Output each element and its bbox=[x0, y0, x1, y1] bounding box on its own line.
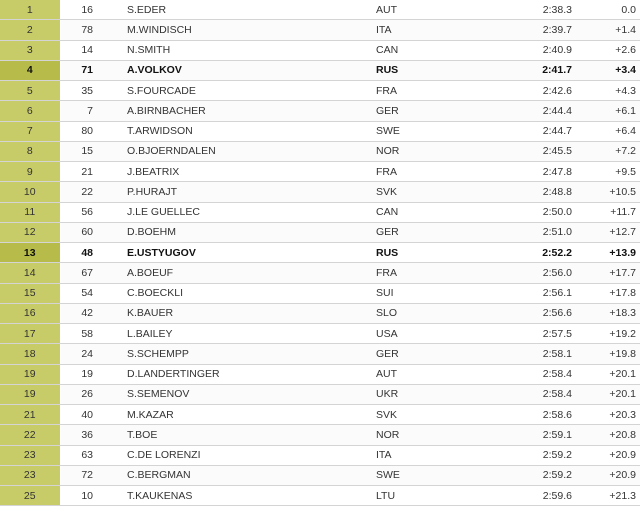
time-cell: 2:58.1 bbox=[470, 344, 574, 364]
rank-cell: 11 bbox=[0, 202, 60, 222]
bib-cell: 63 bbox=[60, 445, 123, 465]
nation-cell: CAN bbox=[374, 202, 470, 222]
result-row[interactable] bbox=[0, 283, 640, 303]
time-cell: 2:58.4 bbox=[470, 384, 574, 404]
nation-cell: LTU bbox=[374, 486, 470, 506]
result-row[interactable] bbox=[0, 364, 640, 384]
bib-cell: 60 bbox=[60, 222, 123, 242]
bib-cell: 35 bbox=[60, 81, 123, 101]
time-cell: 2:59.6 bbox=[470, 486, 574, 506]
time-cell: 2:44.4 bbox=[470, 101, 574, 121]
result-row[interactable] bbox=[0, 101, 640, 121]
result-row[interactable] bbox=[0, 121, 640, 141]
nation-cell: FRA bbox=[374, 263, 470, 283]
nation-cell: CAN bbox=[374, 40, 470, 60]
result-row[interactable] bbox=[0, 486, 640, 506]
time-cell: 2:56.6 bbox=[470, 303, 574, 323]
result-row[interactable] bbox=[0, 445, 640, 465]
time-behind-cell: +13.9 bbox=[574, 243, 640, 263]
rank-cell: 4 bbox=[0, 60, 60, 80]
athlete-name-cell: T.KAUKENAS bbox=[123, 486, 374, 506]
bib-cell: 24 bbox=[60, 344, 123, 364]
time-cell: 2:42.6 bbox=[470, 81, 574, 101]
time-behind-cell: +11.7 bbox=[574, 202, 640, 222]
bib-cell: 16 bbox=[60, 0, 123, 20]
rank-cell: 2 bbox=[0, 20, 60, 40]
athlete-name-cell: S.SEMENOV bbox=[123, 384, 374, 404]
bib-cell: 72 bbox=[60, 465, 123, 485]
athlete-name-cell: C.BOECKLI bbox=[123, 283, 374, 303]
bib-cell: 80 bbox=[60, 121, 123, 141]
result-row[interactable] bbox=[0, 384, 640, 404]
time-behind-cell: +7.2 bbox=[574, 141, 640, 161]
rank-cell: 17 bbox=[0, 324, 60, 344]
rank-cell: 21 bbox=[0, 405, 60, 425]
result-row[interactable] bbox=[0, 40, 640, 60]
result-row[interactable] bbox=[0, 141, 640, 161]
result-row[interactable] bbox=[0, 182, 640, 202]
rank-cell: 5 bbox=[0, 81, 60, 101]
result-row[interactable] bbox=[0, 202, 640, 222]
time-cell: 2:50.0 bbox=[470, 202, 574, 222]
bib-cell: 14 bbox=[60, 40, 123, 60]
nation-cell: SWE bbox=[374, 465, 470, 485]
result-row[interactable] bbox=[0, 20, 640, 40]
time-behind-cell: +1.4 bbox=[574, 20, 640, 40]
time-cell: 2:45.5 bbox=[470, 141, 574, 161]
athlete-name-cell: C.DE LORENZI bbox=[123, 445, 374, 465]
athlete-name-cell: S.SCHEMPP bbox=[123, 344, 374, 364]
time-cell: 2:38.3 bbox=[470, 0, 574, 20]
nation-cell: FRA bbox=[374, 162, 470, 182]
time-behind-cell: +19.2 bbox=[574, 324, 640, 344]
time-behind-cell: 0.0 bbox=[574, 0, 640, 20]
athlete-name-cell: D.BOEHM bbox=[123, 222, 374, 242]
time-behind-cell: +20.9 bbox=[574, 465, 640, 485]
result-row[interactable] bbox=[0, 222, 640, 242]
bib-cell: 58 bbox=[60, 324, 123, 344]
bib-cell: 19 bbox=[60, 364, 123, 384]
rank-cell: 12 bbox=[0, 222, 60, 242]
time-cell: 2:41.7 bbox=[470, 60, 574, 80]
bib-cell: 15 bbox=[60, 141, 123, 161]
nation-cell: RUS bbox=[374, 243, 470, 263]
rank-cell: 19 bbox=[0, 364, 60, 384]
time-behind-cell: +3.4 bbox=[574, 60, 640, 80]
time-behind-cell: +4.3 bbox=[574, 81, 640, 101]
time-behind-cell: +17.8 bbox=[574, 283, 640, 303]
rank-cell: 9 bbox=[0, 162, 60, 182]
rank-cell: 15 bbox=[0, 283, 60, 303]
nation-cell: SVK bbox=[374, 405, 470, 425]
athlete-name-cell: T.BOE bbox=[123, 425, 374, 445]
result-row[interactable] bbox=[0, 0, 640, 20]
result-row[interactable] bbox=[0, 162, 640, 182]
time-cell: 2:59.2 bbox=[470, 465, 574, 485]
time-behind-cell: +10.5 bbox=[574, 182, 640, 202]
athlete-name-cell: A.VOLKOV bbox=[123, 60, 374, 80]
time-cell: 2:56.1 bbox=[470, 283, 574, 303]
bib-cell: 26 bbox=[60, 384, 123, 404]
rank-cell: 3 bbox=[0, 40, 60, 60]
time-behind-cell: +17.7 bbox=[574, 263, 640, 283]
bib-cell: 54 bbox=[60, 283, 123, 303]
athlete-name-cell: J.BEATRIX bbox=[123, 162, 374, 182]
time-behind-cell: +21.3 bbox=[574, 486, 640, 506]
rank-cell: 22 bbox=[0, 425, 60, 445]
time-cell: 2:59.2 bbox=[470, 445, 574, 465]
time-cell: 2:57.5 bbox=[470, 324, 574, 344]
athlete-name-cell: A.BIRNBACHER bbox=[123, 101, 374, 121]
rank-cell: 1 bbox=[0, 0, 60, 20]
nation-cell: RUS bbox=[374, 60, 470, 80]
nation-cell: NOR bbox=[374, 141, 470, 161]
time-cell: 2:40.9 bbox=[470, 40, 574, 60]
bib-cell: 36 bbox=[60, 425, 123, 445]
time-cell: 2:48.8 bbox=[470, 182, 574, 202]
nation-cell: FRA bbox=[374, 81, 470, 101]
nation-cell: SWE bbox=[374, 121, 470, 141]
time-cell: 2:56.0 bbox=[470, 263, 574, 283]
athlete-name-cell: O.BJOERNDALEN bbox=[123, 141, 374, 161]
athlete-name-cell: C.BERGMAN bbox=[123, 465, 374, 485]
athlete-name-cell: E.USTYUGOV bbox=[123, 243, 374, 263]
time-cell: 2:44.7 bbox=[470, 121, 574, 141]
time-cell: 2:58.4 bbox=[470, 364, 574, 384]
bib-cell: 21 bbox=[60, 162, 123, 182]
athlete-name-cell: M.WINDISCH bbox=[123, 20, 374, 40]
athlete-name-cell: M.KAZAR bbox=[123, 405, 374, 425]
bib-cell: 71 bbox=[60, 60, 123, 80]
nation-cell: GER bbox=[374, 101, 470, 121]
nation-cell: SLO bbox=[374, 303, 470, 323]
time-cell: 2:47.8 bbox=[470, 162, 574, 182]
time-behind-cell: +20.9 bbox=[574, 445, 640, 465]
athlete-name-cell: P.HURAJT bbox=[123, 182, 374, 202]
result-row[interactable] bbox=[0, 425, 640, 445]
nation-cell: SUI bbox=[374, 283, 470, 303]
result-row-highlighted[interactable] bbox=[0, 60, 640, 80]
result-row[interactable] bbox=[0, 465, 640, 485]
bib-cell: 78 bbox=[60, 20, 123, 40]
result-row[interactable] bbox=[0, 263, 640, 283]
rank-cell: 8 bbox=[0, 141, 60, 161]
nation-cell: GER bbox=[374, 222, 470, 242]
bib-cell: 10 bbox=[60, 486, 123, 506]
rank-cell: 16 bbox=[0, 303, 60, 323]
time-behind-cell: +20.1 bbox=[574, 364, 640, 384]
result-row[interactable] bbox=[0, 324, 640, 344]
time-cell: 2:59.1 bbox=[470, 425, 574, 445]
athlete-name-cell: D.LANDERTINGER bbox=[123, 364, 374, 384]
rank-cell: 23 bbox=[0, 465, 60, 485]
time-behind-cell: +19.8 bbox=[574, 344, 640, 364]
time-behind-cell: +18.3 bbox=[574, 303, 640, 323]
nation-cell: AUT bbox=[374, 364, 470, 384]
nation-cell: NOR bbox=[374, 425, 470, 445]
time-behind-cell: +2.6 bbox=[574, 40, 640, 60]
bib-cell: 67 bbox=[60, 263, 123, 283]
result-row-highlighted[interactable] bbox=[0, 243, 640, 263]
rank-cell: 14 bbox=[0, 263, 60, 283]
athlete-name-cell: S.FOURCADE bbox=[123, 81, 374, 101]
bib-cell: 48 bbox=[60, 243, 123, 263]
rank-cell: 18 bbox=[0, 344, 60, 364]
result-row[interactable] bbox=[0, 81, 640, 101]
result-row[interactable] bbox=[0, 405, 640, 425]
nation-cell: ITA bbox=[374, 20, 470, 40]
bib-cell: 42 bbox=[60, 303, 123, 323]
rank-cell: 6 bbox=[0, 101, 60, 121]
nation-cell: AUT bbox=[374, 0, 470, 20]
time-behind-cell: +9.5 bbox=[574, 162, 640, 182]
athlete-name-cell: K.BAUER bbox=[123, 303, 374, 323]
time-behind-cell: +20.8 bbox=[574, 425, 640, 445]
nation-cell: GER bbox=[374, 344, 470, 364]
bib-cell: 7 bbox=[60, 101, 123, 121]
result-row[interactable] bbox=[0, 344, 640, 364]
rank-cell: 7 bbox=[0, 121, 60, 141]
bib-cell: 22 bbox=[60, 182, 123, 202]
time-cell: 2:52.2 bbox=[470, 243, 574, 263]
time-cell: 2:58.6 bbox=[470, 405, 574, 425]
time-behind-cell: +20.1 bbox=[574, 384, 640, 404]
rank-cell: 25 bbox=[0, 486, 60, 506]
bib-cell: 40 bbox=[60, 405, 123, 425]
bib-cell: 56 bbox=[60, 202, 123, 222]
time-cell: 2:39.7 bbox=[470, 20, 574, 40]
time-behind-cell: +6.1 bbox=[574, 101, 640, 121]
time-behind-cell: +20.3 bbox=[574, 405, 640, 425]
athlete-name-cell: T.ARWIDSON bbox=[123, 121, 374, 141]
nation-cell: USA bbox=[374, 324, 470, 344]
time-behind-cell: +6.4 bbox=[574, 121, 640, 141]
rank-cell: 23 bbox=[0, 445, 60, 465]
athlete-name-cell: S.EDER bbox=[123, 0, 374, 20]
athlete-name-cell: L.BAILEY bbox=[123, 324, 374, 344]
athlete-name-cell: A.BOEUF bbox=[123, 263, 374, 283]
athlete-name-cell: J.LE GUELLEC bbox=[123, 202, 374, 222]
athlete-name-cell: N.SMITH bbox=[123, 40, 374, 60]
result-row[interactable] bbox=[0, 303, 640, 323]
nation-cell: ITA bbox=[374, 445, 470, 465]
rank-cell: 19 bbox=[0, 384, 60, 404]
rank-cell: 13 bbox=[0, 243, 60, 263]
time-cell: 2:51.0 bbox=[470, 222, 574, 242]
nation-cell: UKR bbox=[374, 384, 470, 404]
time-behind-cell: +12.7 bbox=[574, 222, 640, 242]
rank-cell: 10 bbox=[0, 182, 60, 202]
nation-cell: SVK bbox=[374, 182, 470, 202]
